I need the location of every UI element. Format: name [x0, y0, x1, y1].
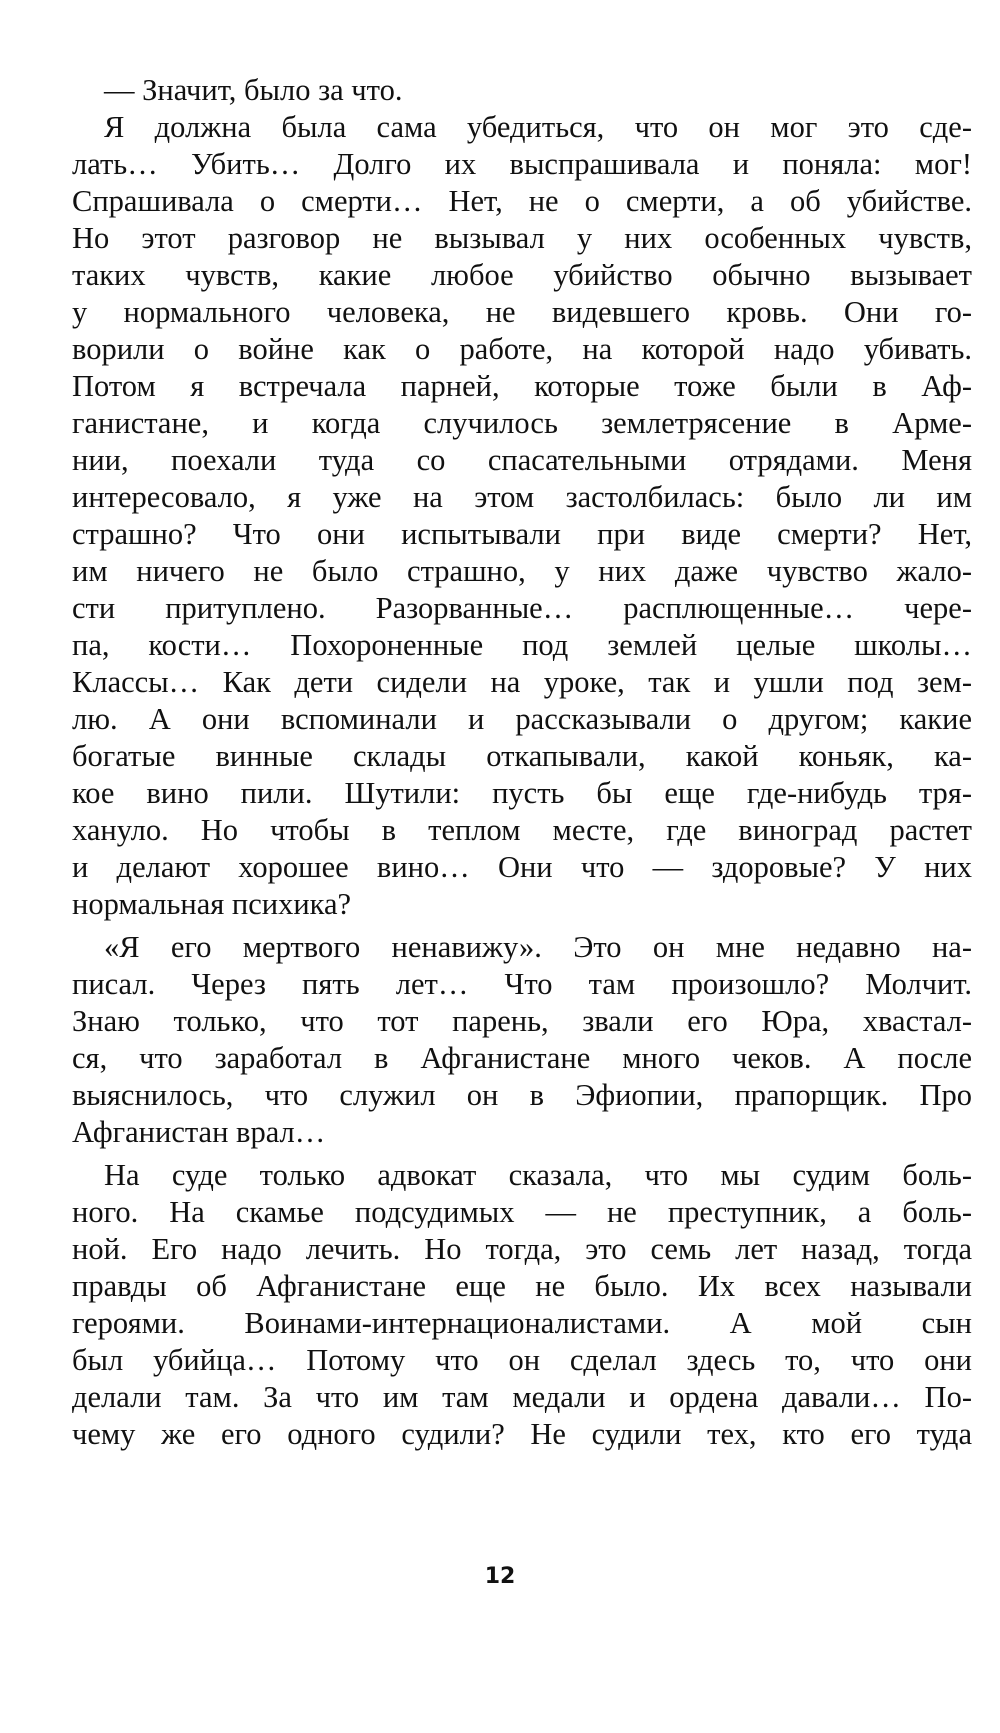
paragraph-2-line-4: Но этот разговор не вызывал у них особенных чувств,	[72, 221, 972, 255]
paragraph-2-line-8: Потом я встречала парней, которые тоже были в Аф-	[72, 369, 972, 403]
paragraph-4-line-2: ного. На скамье подсудимых — не преступник, а боль-	[72, 1195, 972, 1229]
paragraph-4-line-1: На суде только адвокат сказала, что мы судим боль-	[104, 1158, 972, 1192]
paragraph-4-line-6: был убийца… Потому что он сделал здесь то, что они	[72, 1343, 972, 1377]
paragraph-2-line-10: нии, поехали туда со спасательными отрядами. Меня	[72, 443, 972, 477]
paragraph-2-line-2: лать… Убить… Долго их выспрашивала и поняла: мог!	[72, 147, 972, 181]
paragraph-2-line-1: Я должна была сама убедиться, что он мог это сде-	[104, 110, 972, 144]
paragraph-2-line-22: нормальная психика?	[72, 887, 352, 921]
paragraph-2-line-21: и делают хорошее вино… Они что — здоровые? У них	[72, 850, 972, 884]
paragraph-4-line-8: чему же его одного судили? Не судили тех, кто его туда	[72, 1417, 972, 1451]
paragraph-2-line-17: лю. А они вспоминали и рассказывали о другом; какие	[72, 702, 972, 736]
paragraph-3-line-6: Афганистан врал…	[72, 1115, 326, 1149]
paragraph-2-line-14: сти притуплено. Разорванные… расплющенные… чере-	[72, 591, 972, 625]
paragraph-2-line-20: хануло. Но чтобы в теплом месте, где виноград растет	[72, 813, 972, 847]
paragraph-2-line-19: кое вино пили. Шутили: пусть бы еще где-нибудь тря-	[72, 776, 972, 810]
paragraph-2-line-5: таких чувств, какие любое убийство обычно вызывает	[72, 258, 972, 292]
paragraph-4-line-3: ной. Его надо лечить. Но тогда, это семь лет назад, тогда	[72, 1232, 972, 1266]
paragraph-1-line-1: — Значит, было за что.	[104, 73, 403, 107]
paragraph-2-line-13: им ничего не было страшно, у них даже чувство жало-	[72, 554, 972, 588]
paragraph-3-line-1: «Я его мертвого ненавижу». Это он мне недавно на-	[104, 930, 972, 964]
paragraph-2-line-16: Классы… Как дети сидели на уроке, так и ушли под зем-	[72, 665, 972, 699]
paragraph-2-line-12: страшно? Что они испытывали при виде смерти? Нет,	[72, 517, 972, 551]
paragraph-4-line-4: правды об Афганистане еще не было. Их всех называли	[72, 1269, 972, 1303]
paragraph-2-line-6: у нормального человека, не видевшего кровь. Они го-	[72, 295, 972, 329]
paragraph-3-line-3: Знаю только, что тот парень, звали его Юра, хвастал-	[72, 1004, 972, 1038]
paragraph-3-line-4: ся, что заработал в Афганистане много чеков. А после	[72, 1041, 972, 1075]
paragraph-2-line-7: ворили о войне как о работе, на которой надо убивать.	[72, 332, 972, 366]
paragraph-4-line-5: героями. Воинами-интернационалистами. А мой сын	[72, 1306, 972, 1340]
paragraph-2-line-3: Спрашивала о смерти… Нет, не о смерти, а об убийстве.	[72, 184, 972, 218]
paragraph-2-line-18: богатые винные склады откапывали, какой коньяк, ка-	[72, 739, 972, 773]
paragraph-3-line-5: выяснилось, что служил он в Эфиопии, прапорщик. Про	[72, 1078, 972, 1112]
paragraph-2-line-15: па, кости… Похороненные под землей целые школы…	[72, 628, 972, 662]
page-number: 12	[484, 1564, 516, 1589]
paragraph-2-line-11: интересовало, я уже на этом застолбилась: было ли им	[72, 480, 972, 514]
paragraph-3-line-2: писал. Через пять лет… Что там произошло? Молчит.	[72, 967, 972, 1001]
paragraph-4-line-7: делали там. За что им там медали и ордена давали… По-	[72, 1380, 972, 1414]
body-text	[72, 72, 972, 1453]
paragraph-2-line-9: ганистане, и когда случилось землетрясение в Арме-	[72, 406, 972, 440]
